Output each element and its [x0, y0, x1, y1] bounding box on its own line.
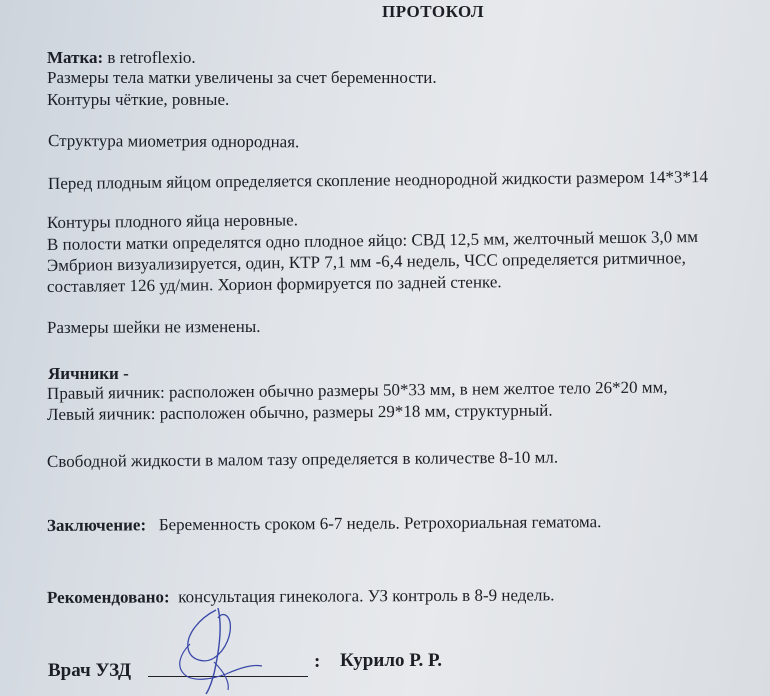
- recommendation-line: [47, 585, 555, 608]
- right-ovary: Правый яичник: расположен обычно размеры 50*33 мм, в нем желтое тело 26*20 мм,: [46, 377, 668, 403]
- conclusion-label: Заключение:: [46, 515, 147, 535]
- embryo-line: Эмбрион визуализируется, один, КТР 7,1 мм -6,4 недель, ЧСС определяется ритмичное,: [46, 248, 686, 275]
- uterus-line-1: [47, 48, 196, 68]
- fluid-before-egg: Перед плодным яйцом определяется скопление неоднородной жидкости размером 14*3*14: [47, 167, 708, 193]
- recommendation-text: консультация гинеколога. УЗ контроль в 8-9 недель.: [178, 585, 555, 607]
- myometrium-structure: Структура миометрия однородная.: [47, 131, 300, 152]
- free-fluid: Свободной жидкости в малом тазу определяется в количестве 8-10 мл.: [46, 447, 559, 471]
- left-ovary: Левый яичник: расположен обычно, размеры 29*18 мм, структурный.: [46, 400, 553, 424]
- doctor-label: Врач УЗД: [48, 660, 132, 681]
- egg-contours: Контуры плодного яйца неровные.: [46, 210, 298, 232]
- uterus-label: Матка:: [47, 48, 104, 67]
- ovaries-label: Яичники -: [48, 364, 129, 383]
- conclusion-text: Беременность сроком 6-7 недель. Ретрохориальная гематома.: [158, 512, 602, 535]
- handwritten-signature: [170, 604, 280, 696]
- document-title: ПРОТОКОЛ: [382, 2, 485, 21]
- doctor-name: Курило Р. Р.: [340, 650, 442, 671]
- uterus-position: в retroflexio.: [103, 48, 196, 67]
- doctor-colon: :: [314, 651, 321, 672]
- conclusion-line: [47, 512, 602, 536]
- heart-rate-line: составляет 126 уд/мин. Хорион формируется по задней стенке.: [46, 272, 502, 296]
- uterus-contours: Контуры чёткие, ровные.: [47, 90, 230, 109]
- recommendation-label: Рекомендовано:: [46, 587, 170, 607]
- egg-line-2: В полости матки определятся одно плодное яйцо: СВД 12,5 мм, желточный мешок 3,0 мм: [46, 227, 699, 254]
- uterus-size: Размеры тела матки увеличены за счет беременности.: [47, 68, 437, 87]
- cervix-size: Размеры шейки не изменены.: [46, 316, 261, 337]
